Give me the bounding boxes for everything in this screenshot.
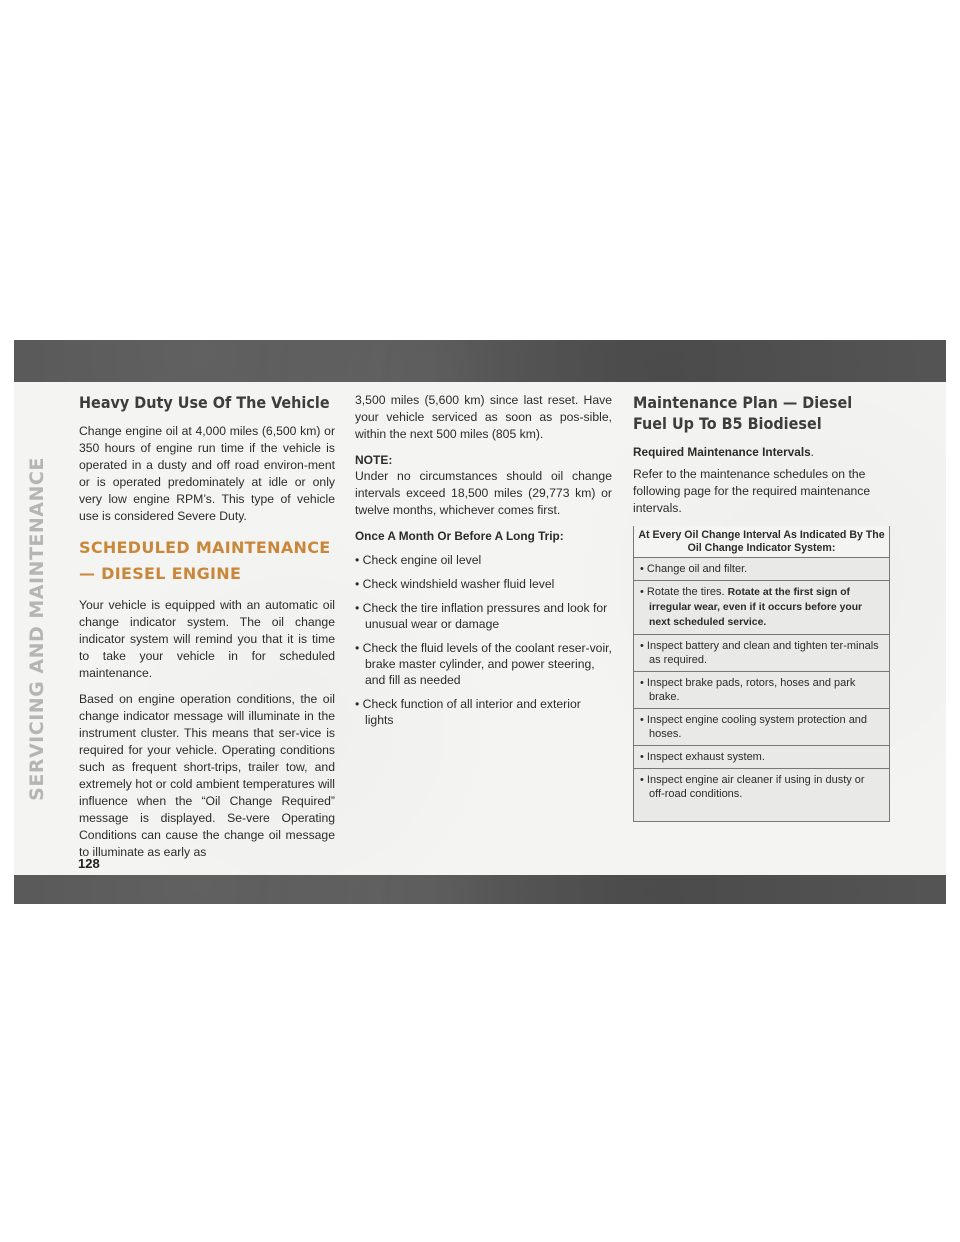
table-row: • Inspect brake pads, rotors, hoses and park brake. [634,672,889,709]
heavy-duty-paragraph: Change engine oil at 4,000 miles (6,500 km) or 350 hours of engine run time if the vehicle is operated in a dusty and off road environ-ment or is operated predominately at idle or only very low engine RPM’s. This type of vehicle use is considered Severe Duty. [79,424,335,523]
table-row: • Inspect engine air cleaner if using in dusty or off-road conditions. [634,769,889,821]
side-tab-label: SERVICING AND MAINTENANCE [26,456,49,801]
list-item: • Check function of all interior and exterior lights [355,697,581,727]
table-row-text: • Rotate the tires. [640,586,728,598]
list-item: • Check the tire inflation pressures and look for unusual wear or damage [355,601,608,631]
required-intervals-suffix: . [810,445,814,459]
maintenance-table [633,526,890,822]
monthly-check-label: Once A Month Or Before A Long Trip: [355,529,564,543]
table-row: • Inspect battery and clean and tighten ter-minals as required. [634,635,889,672]
table-row: • Inspect exhaust system. [634,746,889,769]
required-intervals-line [633,444,888,460]
operating-conditions-paragraph: Based on engine operation conditions, the oil change indicator message will illuminate in the instrument cluster. This means that ser-vice is required for your vehicle. Operating conditions such as frequent short-trips, trailer tow, and extremely hot or cold ambient temperatures will influence when the “Oil Change Required” message is displayed. Se-vere Operating Conditions can cause the change oil message to illuminate as early as [79,692,335,859]
list-item: • Check the fluid levels of the coolant reser-voir, brake master cylinder, and power steering, and fill as needed [355,641,612,687]
list-item: • Check windshield washer fluid level [355,577,555,591]
note-label: NOTE: [355,453,393,467]
column-3 [633,392,888,822]
refer-paragraph: Refer to the maintenance schedules on the following page for the required maintenance intervals. [633,467,871,515]
list-item: • Check engine oil level [355,553,482,567]
maintenance-plan-heading: Maintenance Plan — Diesel Fuel Up To B5 Biodiesel [633,393,853,433]
section-side-tab [14,382,60,875]
table-row: • Inspect engine cooling system protection and hoses. [634,709,889,746]
table-header: At Every Oil Change Interval As Indicated By The Oil Change Indicator System: [634,526,889,558]
page-number: 128 [78,856,100,871]
heavy-duty-heading: Heavy Duty Use Of The Vehicle [79,393,330,412]
column-2 [355,392,612,736]
table-row-bold-text: Rotate at the first sign of irregular wear, even if it occurs before your next scheduled service. [649,587,863,628]
continued-paragraph: 3,500 miles (5,600 km) since last reset. Have your vehicle serviced as soon as pos-sible, within the next 500 miles (805 km). [355,393,612,441]
scheduled-maintenance-title: SCHEDULED MAINTENANCE — DIESEL ENGINE [79,538,331,583]
header-band [14,340,946,382]
monthly-check-list [355,552,612,728]
column-1 [79,392,335,870]
oil-indicator-paragraph: Your vehicle is equipped with an automatic oil change indicator system. The oil change indicator system will remind you that it is time to take your vehicle in for scheduled maintenance. [79,598,335,680]
note-text: Under no circumstances should oil change intervals exceed 18,500 miles (29,773 km) or twelve months, whichever comes first. [355,469,612,517]
table-row [634,581,889,635]
required-intervals-label: Required Maintenance Intervals [633,445,811,459]
footer-band [14,875,946,904]
table-row: • Change oil and filter. [634,558,889,581]
